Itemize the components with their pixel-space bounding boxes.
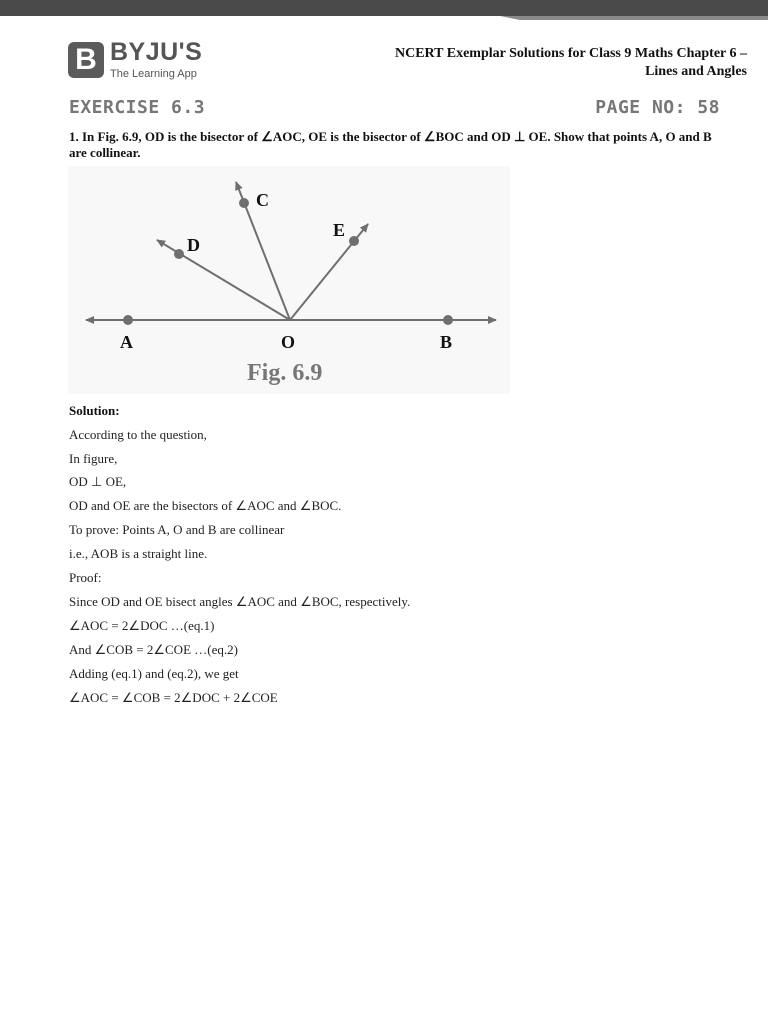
logo-b-icon: B [68, 42, 104, 78]
solution-line: Proof: [69, 570, 102, 585]
solution-heading: Solution: [69, 403, 120, 418]
point-c [239, 198, 249, 208]
point-d [174, 249, 184, 259]
document-title-line1: NCERT Exemplar Solutions for Class 9 Maths Chapter 6 – [394, 46, 747, 61]
label-d: D [187, 235, 200, 255]
label-e: E [333, 220, 346, 240]
label-a: A [120, 332, 133, 352]
point-e [349, 236, 359, 246]
page-number: PAGE NO: 58 [595, 97, 720, 118]
point-b [443, 315, 453, 325]
figure-caption: Fig. 6.9 [247, 360, 323, 386]
solution-line: OD ⊥ OE, [69, 474, 127, 489]
solution-line: To prove: Points A, O and B are collinear [69, 522, 285, 537]
label-o: O [281, 332, 296, 352]
solution-line: ∠AOC = ∠COB = 2∠DOC + 2∠COE [69, 690, 278, 705]
document-title-line2: Lines and Angles [645, 64, 747, 79]
point-a [123, 315, 133, 325]
label-b: B [440, 332, 453, 352]
solution-line: And ∠COB = 2∠COE …(eq.2) [69, 642, 238, 657]
document-title [327, 45, 747, 81]
question-text: 1. In Fig. 6.9, OD is the bisector of ∠AOC, OE is the bisector of ∠BOC and OD ⊥ OE. Show that points A, O and B are collinear. [69, 129, 712, 160]
top-bar [0, 0, 768, 16]
logo-tagline: The Learning App [110, 68, 197, 80]
solution-line: ∠AOC = 2∠DOC …(eq.1) [69, 618, 215, 633]
solution-line: According to the question, [69, 427, 207, 442]
solution-line: In figure, [69, 451, 118, 466]
logo-name: BYJU'S [110, 38, 203, 66]
solution-line: i.e., AOB is a straight line. [69, 546, 208, 561]
solution-line: Adding (eq.1) and (eq.2), we get [69, 666, 239, 681]
top-bar-slant [0, 16, 768, 26]
solution-line: OD and OE are the bisectors of ∠AOC and ∠BOC. [69, 498, 342, 513]
figure-6-9 [68, 166, 510, 394]
label-c: C [256, 190, 269, 210]
exercise-label: EXERCISE 6.3 [69, 97, 206, 118]
solution-line: Since OD and OE bisect angles ∠AOC and ∠BOC, respectively. [69, 594, 411, 609]
